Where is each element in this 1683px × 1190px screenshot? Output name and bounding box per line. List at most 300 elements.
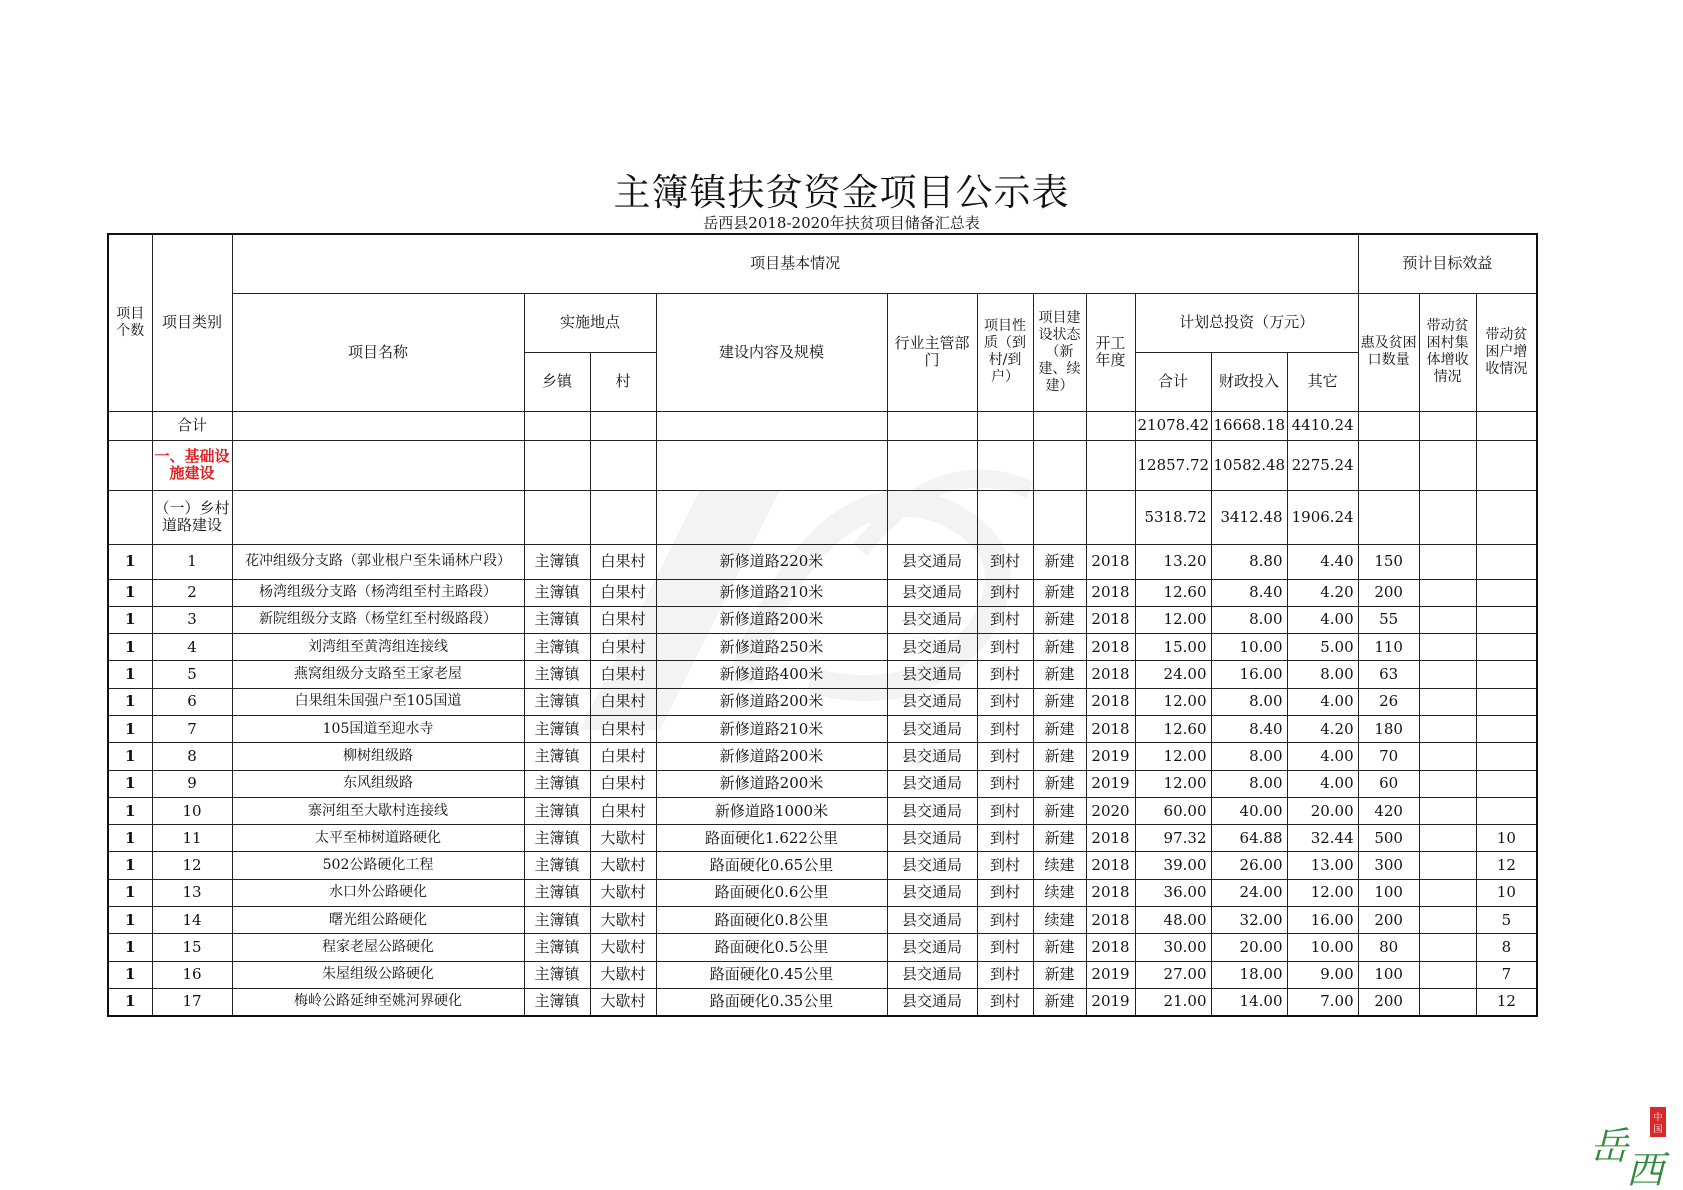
poor-count-cell: 26 [1358, 688, 1419, 715]
dept-cell: 县交通局 [887, 579, 977, 606]
index-cell: 7 [152, 715, 232, 742]
empty-cell [656, 440, 887, 490]
empty-cell [232, 411, 524, 440]
poor-count-cell: 500 [1358, 825, 1419, 852]
town-cell: 主簿镇 [524, 743, 590, 770]
header-category: 项目类别 [152, 234, 232, 411]
town-cell: 主簿镇 [524, 988, 590, 1015]
household-income-cell [1476, 544, 1537, 579]
poor-count-cell: 63 [1358, 661, 1419, 688]
empty-cell [977, 440, 1033, 490]
total-cell: 13.20 [1135, 544, 1211, 579]
nature-cell: 到村 [977, 743, 1033, 770]
total-cell: 12.00 [1135, 770, 1211, 797]
empty-cell [1358, 490, 1419, 544]
table-row [108, 661, 1537, 688]
nature-cell: 到村 [977, 661, 1033, 688]
count-cell: 1 [108, 907, 152, 934]
dept-cell: 县交通局 [887, 879, 977, 906]
year-cell: 2018 [1086, 606, 1135, 633]
village-cell: 白果村 [590, 715, 656, 742]
content-cell: 路面硬化1.622公里 [656, 825, 887, 852]
index-cell: 13 [152, 879, 232, 906]
other-cell: 9.00 [1287, 961, 1358, 988]
empty-cell [656, 490, 887, 544]
fiscal-cell: 26.00 [1211, 852, 1287, 879]
table-row [108, 961, 1537, 988]
village-cell: 白果村 [590, 688, 656, 715]
fiscal-cell: 10.00 [1211, 634, 1287, 661]
total-cell: 12857.72 [1135, 440, 1211, 490]
summary-row [108, 411, 1537, 440]
table-row [108, 879, 1537, 906]
other-cell: 2275.24 [1287, 440, 1358, 490]
household-income-cell [1476, 797, 1537, 824]
household-income-cell: 12 [1476, 988, 1537, 1015]
total-cell: 24.00 [1135, 661, 1211, 688]
status-cell: 新建 [1033, 579, 1086, 606]
other-cell: 4.00 [1287, 743, 1358, 770]
village-cell: 大歇村 [590, 879, 656, 906]
status-cell: 续建 [1033, 907, 1086, 934]
page-subtitle: 岳西县2018-2020年扶贫项目储备汇总表 [703, 214, 980, 232]
yuexi-logo [1584, 1097, 1676, 1187]
household-income-cell [1476, 634, 1537, 661]
status-cell: 新建 [1033, 988, 1086, 1015]
project-name-cell: 程家老屋公路硬化 [232, 934, 524, 961]
dept-cell: 县交通局 [887, 634, 977, 661]
household-income-cell: 5 [1476, 907, 1537, 934]
empty-cell [977, 411, 1033, 440]
page-title: 主簿镇扶贫资金项目公示表 [613, 171, 1070, 214]
year-cell: 2018 [1086, 907, 1135, 934]
year-cell: 2018 [1086, 661, 1135, 688]
category-cell: 合计 [152, 411, 232, 440]
count-cell: 1 [108, 579, 152, 606]
project-name-cell: 朱屋组级公路硬化 [232, 961, 524, 988]
village-income-cell [1419, 544, 1476, 579]
header-status: 项目建设状态（新建、续建） [1033, 293, 1086, 411]
fiscal-cell: 3412.48 [1211, 490, 1287, 544]
village-income-cell [1419, 934, 1476, 961]
poor-count-cell: 80 [1358, 934, 1419, 961]
project-name-cell: 寨河组至大歇村连接线 [232, 797, 524, 824]
year-cell: 2019 [1086, 988, 1135, 1015]
header-village: 村 [590, 352, 656, 411]
empty-cell [1033, 440, 1086, 490]
header-benefit: 预计目标效益 [1358, 234, 1537, 293]
total-cell: 60.00 [1135, 797, 1211, 824]
count-cell: 1 [108, 634, 152, 661]
empty-cell [1358, 440, 1419, 490]
fiscal-cell: 10582.48 [1211, 440, 1287, 490]
empty-cell [1419, 411, 1476, 440]
empty-cell [887, 440, 977, 490]
year-cell: 2018 [1086, 879, 1135, 906]
household-income-cell: 8 [1476, 934, 1537, 961]
empty-cell [887, 490, 977, 544]
fiscal-cell: 40.00 [1211, 797, 1287, 824]
empty-cell [977, 490, 1033, 544]
header-other: 其它 [1287, 352, 1358, 411]
empty-cell [1476, 411, 1537, 440]
table-row [108, 934, 1537, 961]
village-cell: 白果村 [590, 544, 656, 579]
fiscal-cell: 64.88 [1211, 825, 1287, 852]
count-cell: 1 [108, 606, 152, 633]
other-cell: 4.00 [1287, 688, 1358, 715]
project-name-cell: 刘湾组至黄湾组连接线 [232, 634, 524, 661]
village-cell: 大歇村 [590, 825, 656, 852]
header-fiscal: 财政投入 [1211, 352, 1287, 411]
year-cell: 2019 [1086, 743, 1135, 770]
village-cell: 大歇村 [590, 988, 656, 1015]
empty-cell [1476, 440, 1537, 490]
table-row [108, 907, 1537, 934]
year-cell: 2020 [1086, 797, 1135, 824]
town-cell: 主簿镇 [524, 852, 590, 879]
index-cell: 11 [152, 825, 232, 852]
town-cell: 主簿镇 [524, 544, 590, 579]
town-cell: 主簿镇 [524, 606, 590, 633]
town-cell: 主簿镇 [524, 825, 590, 852]
other-cell: 16.00 [1287, 907, 1358, 934]
header-total: 合计 [1135, 352, 1211, 411]
village-cell: 大歇村 [590, 852, 656, 879]
status-cell: 新建 [1033, 770, 1086, 797]
project-name-cell: 杨湾组级分支路（杨湾组至村主路段） [232, 579, 524, 606]
category-cell: 一、基础设施建设 [152, 440, 232, 490]
nature-cell: 到村 [977, 934, 1033, 961]
fiscal-cell: 8.80 [1211, 544, 1287, 579]
nature-cell: 到村 [977, 879, 1033, 906]
status-cell: 续建 [1033, 879, 1086, 906]
status-cell: 新建 [1033, 544, 1086, 579]
household-income-cell [1476, 715, 1537, 742]
dept-cell: 县交通局 [887, 797, 977, 824]
poor-count-cell: 100 [1358, 879, 1419, 906]
content-cell: 新修道路250米 [656, 634, 887, 661]
total-cell: 12.60 [1135, 579, 1211, 606]
other-cell: 4.20 [1287, 579, 1358, 606]
content-cell: 路面硬化0.6公里 [656, 879, 887, 906]
fiscal-cell: 8.00 [1211, 688, 1287, 715]
header-household-income: 带动贫困户增收情况 [1476, 293, 1537, 411]
household-income-cell: 10 [1476, 825, 1537, 852]
total-cell: 30.00 [1135, 934, 1211, 961]
header-name: 项目名称 [232, 293, 524, 411]
status-cell: 新建 [1033, 661, 1086, 688]
project-table [107, 233, 1538, 1017]
fiscal-cell: 16.00 [1211, 661, 1287, 688]
content-cell: 新修道路200米 [656, 688, 887, 715]
total-cell: 21078.42 [1135, 411, 1211, 440]
total-cell: 97.32 [1135, 825, 1211, 852]
content-cell: 路面硬化0.35公里 [656, 988, 887, 1015]
other-cell: 1906.24 [1287, 490, 1358, 544]
header-nature: 项目性质（到村/到户） [977, 293, 1033, 411]
table-row [108, 797, 1537, 824]
count-cell: 1 [108, 879, 152, 906]
empty-cell [590, 440, 656, 490]
fiscal-cell: 8.00 [1211, 770, 1287, 797]
fiscal-cell: 20.00 [1211, 934, 1287, 961]
village-cell: 大歇村 [590, 907, 656, 934]
content-cell: 新修道路200米 [656, 770, 887, 797]
dept-cell: 县交通局 [887, 606, 977, 633]
household-income-cell [1476, 606, 1537, 633]
empty-cell [1033, 411, 1086, 440]
fiscal-cell: 32.00 [1211, 907, 1287, 934]
project-name-cell: 柳树组级路 [232, 743, 524, 770]
header-poor-count: 惠及贫困口数量 [1358, 293, 1419, 411]
count-cell: 1 [108, 770, 152, 797]
village-cell: 大歇村 [590, 934, 656, 961]
project-name-cell: 水口外公路硬化 [232, 879, 524, 906]
village-cell: 大歇村 [590, 961, 656, 988]
header-town: 乡镇 [524, 352, 590, 411]
table-row [108, 606, 1537, 633]
status-cell: 续建 [1033, 852, 1086, 879]
other-cell: 10.00 [1287, 934, 1358, 961]
count-cell: 1 [108, 544, 152, 579]
empty-cell [1086, 440, 1135, 490]
town-cell: 主簿镇 [524, 879, 590, 906]
fiscal-cell: 8.40 [1211, 579, 1287, 606]
total-cell: 36.00 [1135, 879, 1211, 906]
total-cell: 27.00 [1135, 961, 1211, 988]
project-name-cell: 梅岭公路延绅至姚河界硬化 [232, 988, 524, 1015]
content-cell: 新修道路200米 [656, 743, 887, 770]
project-name-cell: 太平至柿树道路硬化 [232, 825, 524, 852]
poor-count-cell: 180 [1358, 715, 1419, 742]
poor-count-cell: 200 [1358, 988, 1419, 1015]
category-cell: （一）乡村道路建设 [152, 490, 232, 544]
dept-cell: 县交通局 [887, 934, 977, 961]
town-cell: 主簿镇 [524, 715, 590, 742]
index-cell: 17 [152, 988, 232, 1015]
fiscal-cell: 8.40 [1211, 715, 1287, 742]
village-income-cell [1419, 961, 1476, 988]
dept-cell: 县交通局 [887, 988, 977, 1015]
town-cell: 主簿镇 [524, 961, 590, 988]
header-dept: 行业主管部门 [887, 293, 977, 411]
village-income-cell [1419, 988, 1476, 1015]
village-cell: 白果村 [590, 634, 656, 661]
svg-text:国: 国 [1653, 1125, 1663, 1135]
total-cell: 21.00 [1135, 988, 1211, 1015]
index-cell: 2 [152, 579, 232, 606]
household-income-cell [1476, 770, 1537, 797]
poor-count-cell: 55 [1358, 606, 1419, 633]
town-cell: 主簿镇 [524, 770, 590, 797]
other-cell: 32.44 [1287, 825, 1358, 852]
village-income-cell [1419, 606, 1476, 633]
empty-cell [887, 411, 977, 440]
poor-count-cell: 200 [1358, 579, 1419, 606]
table-row [108, 715, 1537, 742]
empty-cell [1033, 490, 1086, 544]
table-row [108, 743, 1537, 770]
header-village-income: 带动贫困村集体增收情况 [1419, 293, 1476, 411]
dept-cell: 县交通局 [887, 852, 977, 879]
village-cell: 白果村 [590, 579, 656, 606]
header-count: 项目个数 [108, 234, 152, 411]
header-location: 实施地点 [524, 293, 656, 352]
table-row [108, 688, 1537, 715]
header-invest: 计划总投资（万元） [1135, 293, 1358, 352]
count-cell: 1 [108, 715, 152, 742]
content-cell: 新修道路400米 [656, 661, 887, 688]
year-cell: 2019 [1086, 961, 1135, 988]
village-income-cell [1419, 634, 1476, 661]
village-income-cell [1419, 852, 1476, 879]
empty-cell [1086, 490, 1135, 544]
empty-cell [1419, 440, 1476, 490]
village-income-cell [1419, 825, 1476, 852]
town-cell: 主簿镇 [524, 688, 590, 715]
village-cell: 白果村 [590, 743, 656, 770]
empty-cell [1419, 490, 1476, 544]
year-cell: 2018 [1086, 544, 1135, 579]
nature-cell: 到村 [977, 715, 1033, 742]
count-cell: 1 [108, 825, 152, 852]
year-cell: 2018 [1086, 688, 1135, 715]
year-cell: 2018 [1086, 579, 1135, 606]
content-cell: 新修道路210米 [656, 715, 887, 742]
status-cell: 新建 [1033, 961, 1086, 988]
other-cell: 8.00 [1287, 661, 1358, 688]
index-cell: 3 [152, 606, 232, 633]
count-cell: 1 [108, 961, 152, 988]
status-cell: 新建 [1033, 606, 1086, 633]
fiscal-cell: 8.00 [1211, 606, 1287, 633]
household-income-cell [1476, 579, 1537, 606]
other-cell: 5.00 [1287, 634, 1358, 661]
content-cell: 新修道路1000米 [656, 797, 887, 824]
village-income-cell [1419, 715, 1476, 742]
poor-count-cell: 100 [1358, 961, 1419, 988]
total-cell: 12.00 [1135, 743, 1211, 770]
other-cell: 4.40 [1287, 544, 1358, 579]
count-cell [108, 440, 152, 490]
count-cell: 1 [108, 852, 152, 879]
index-cell: 14 [152, 907, 232, 934]
project-name-cell: 新院组级分支路（杨堂红至村级路段） [232, 606, 524, 633]
index-cell: 12 [152, 852, 232, 879]
index-cell: 5 [152, 661, 232, 688]
nature-cell: 到村 [977, 852, 1033, 879]
status-cell: 新建 [1033, 934, 1086, 961]
summary-row [108, 490, 1537, 544]
content-cell: 路面硬化0.65公里 [656, 852, 887, 879]
count-cell: 1 [108, 743, 152, 770]
year-cell: 2018 [1086, 852, 1135, 879]
table-row [108, 579, 1537, 606]
nature-cell: 到村 [977, 688, 1033, 715]
svg-text:中: 中 [1653, 1113, 1663, 1123]
household-income-cell: 7 [1476, 961, 1537, 988]
town-cell: 主簿镇 [524, 934, 590, 961]
total-cell: 48.00 [1135, 907, 1211, 934]
poor-count-cell: 70 [1358, 743, 1419, 770]
empty-cell [1086, 411, 1135, 440]
index-cell: 8 [152, 743, 232, 770]
index-cell: 15 [152, 934, 232, 961]
total-cell: 5318.72 [1135, 490, 1211, 544]
total-cell: 15.00 [1135, 634, 1211, 661]
table-row [108, 988, 1537, 1015]
content-cell: 路面硬化0.5公里 [656, 934, 887, 961]
index-cell: 1 [152, 544, 232, 579]
total-cell: 12.60 [1135, 715, 1211, 742]
village-income-cell [1419, 579, 1476, 606]
other-cell: 7.00 [1287, 988, 1358, 1015]
fiscal-cell: 18.00 [1211, 961, 1287, 988]
nature-cell: 到村 [977, 825, 1033, 852]
year-cell: 2018 [1086, 715, 1135, 742]
count-cell [108, 411, 152, 440]
nature-cell: 到村 [977, 544, 1033, 579]
year-cell: 2019 [1086, 770, 1135, 797]
other-cell: 4.00 [1287, 770, 1358, 797]
index-cell: 16 [152, 961, 232, 988]
dept-cell: 县交通局 [887, 688, 977, 715]
status-cell: 新建 [1033, 797, 1086, 824]
nature-cell: 到村 [977, 961, 1033, 988]
household-income-cell [1476, 688, 1537, 715]
count-cell: 1 [108, 688, 152, 715]
nature-cell: 到村 [977, 770, 1033, 797]
project-name-cell: 白果组朱国强户至105国道 [232, 688, 524, 715]
town-cell: 主簿镇 [524, 907, 590, 934]
summary-row [108, 440, 1537, 490]
dept-cell: 县交通局 [887, 907, 977, 934]
status-cell: 新建 [1033, 825, 1086, 852]
content-cell: 新修道路220米 [656, 544, 887, 579]
year-cell: 2018 [1086, 634, 1135, 661]
dept-cell: 县交通局 [887, 743, 977, 770]
empty-cell [590, 411, 656, 440]
count-cell: 1 [108, 661, 152, 688]
content-cell: 新修道路210米 [656, 579, 887, 606]
project-name-cell: 东风组级路 [232, 770, 524, 797]
nature-cell: 到村 [977, 907, 1033, 934]
index-cell: 4 [152, 634, 232, 661]
other-cell: 4.20 [1287, 715, 1358, 742]
town-cell: 主簿镇 [524, 634, 590, 661]
total-cell: 12.00 [1135, 688, 1211, 715]
index-cell: 9 [152, 770, 232, 797]
index-cell: 6 [152, 688, 232, 715]
poor-count-cell: 200 [1358, 907, 1419, 934]
table-row [108, 634, 1537, 661]
fiscal-cell: 24.00 [1211, 879, 1287, 906]
household-income-cell [1476, 661, 1537, 688]
poor-count-cell: 300 [1358, 852, 1419, 879]
nature-cell: 到村 [977, 579, 1033, 606]
town-cell: 主簿镇 [524, 661, 590, 688]
project-name-cell: 502公路硬化工程 [232, 852, 524, 879]
index-cell: 10 [152, 797, 232, 824]
project-name-cell: 105国道至迎水寺 [232, 715, 524, 742]
empty-cell [524, 411, 590, 440]
fiscal-cell: 8.00 [1211, 743, 1287, 770]
empty-cell [524, 490, 590, 544]
other-cell: 13.00 [1287, 852, 1358, 879]
empty-cell [232, 440, 524, 490]
header-year: 开工年度 [1086, 293, 1135, 411]
